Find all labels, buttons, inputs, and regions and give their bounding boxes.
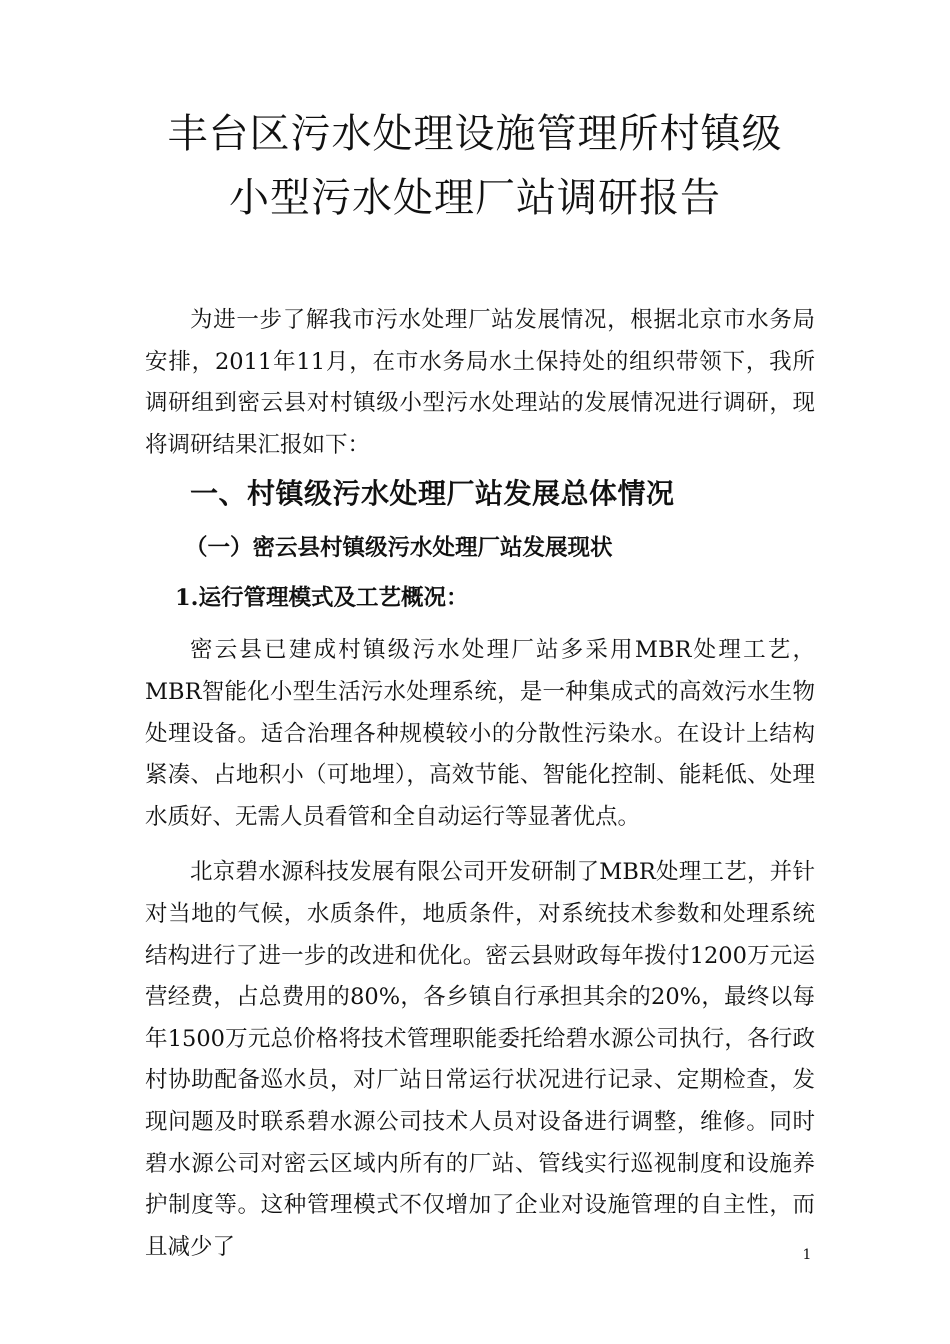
- page-number: 1: [802, 1247, 812, 1263]
- intro-paragraph: 为进一步了解我市污水处理厂站发展情况，根据北京市水务局安排，2011年11月，在市水务局水土保持处的组织带领下，我所调研组到密云县对村镇级小型污水处理站的发展情况进行调研，现将调研结果汇报如下：: [145, 307, 815, 458]
- subsection-heading: （一）密云县村镇级污水处理厂站发展现状: [185, 535, 613, 562]
- document-body: [145, 300, 815, 1268]
- body-paragraph-1: 密云县已建成村镇级污水处理厂站多采用MBR处理工艺，MBR智能化小型生活污水处理系统，是一种集成式的高效污水生物处理设备。适合治理各种规模较小的分散性污染水。在设计上结构紧凑、占地积小（可地埋），高效节能、智能化控制、能耗低、处理水质好、无需人员看管和全自动运行等显著优点。: [145, 637, 815, 830]
- document-title-line-2: 小型污水处理厂站调研报告: [229, 175, 721, 221]
- body-paragraph-2: 北京碧水源科技发展有限公司开发研制了MBR处理工艺，并针对当地的气候，水质条件，地质条件，对系统技术参数和处理系统结构进行了进一步的改进和优化。密云县财政每年拨付1200万元运营经费，占总费用的80%，各乡镇自行承担其余的20%，最终以每年1500万元总价格将技术管理职能委托给碧水源公司执行，各行政村协助配备巡水员，对厂站日常运行状况进行记录、定期检查，发现问题及时联系碧水源公司技术人员对设备进行调整，维修。同时碧水源公司对密云区域内所有的厂站、管线实行巡视制度和设施养护制度等。这种管理模式不仅增加了企业对设施管理的自主性，而且减少了: [145, 859, 815, 1260]
- document-title-line-1: 丰台区污水处理设施管理所村镇级: [167, 111, 783, 157]
- section-heading: 一、村镇级污水处理厂站发展总体情况: [190, 477, 675, 511]
- item-heading: 1.运行管理模式及工艺概况：: [175, 585, 469, 612]
